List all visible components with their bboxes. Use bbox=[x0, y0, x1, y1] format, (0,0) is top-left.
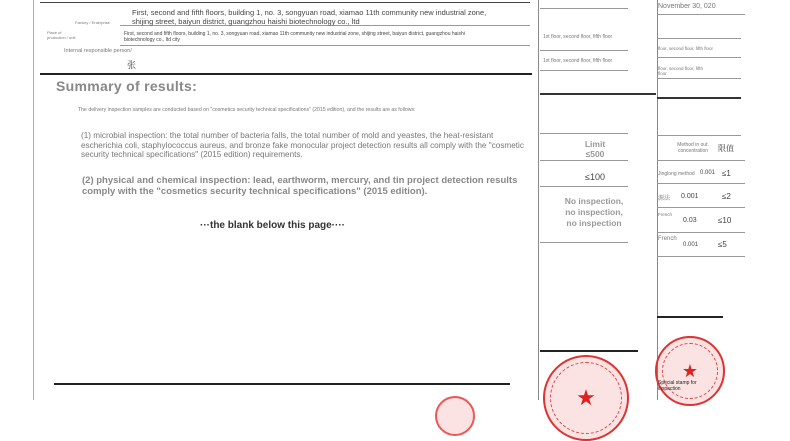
limit-row-line bbox=[540, 160, 628, 161]
limit-row-line bbox=[540, 70, 628, 71]
method-row-1-method: Jinglong method bbox=[658, 171, 695, 177]
method-row-2-limit: ≤2 bbox=[722, 192, 731, 201]
inspection-stamp-right bbox=[655, 336, 725, 406]
limit-value-1: ≤100 bbox=[585, 172, 605, 182]
internal-person-value: 张 bbox=[127, 60, 137, 70]
method-row-line bbox=[657, 78, 741, 79]
method-row-line bbox=[657, 14, 745, 15]
internal-person-label: Internal responsible person/ bbox=[64, 48, 132, 54]
limit-row-line bbox=[540, 50, 628, 51]
method-row-3-method: French bbox=[658, 212, 673, 217]
method-row-line bbox=[657, 316, 723, 318]
header-bottom-line bbox=[40, 73, 532, 75]
factory-label: Factory / Enterprise bbox=[75, 20, 110, 25]
limit-row-line bbox=[540, 242, 628, 243]
limit-row-line bbox=[540, 8, 628, 9]
limit-no-inspection-1: No inspection, bbox=[564, 196, 624, 206]
method-header: Method in out. concentration bbox=[677, 142, 709, 154]
place-label: Place of production / unit bbox=[47, 30, 76, 40]
method-row-1-limit: ≤1 bbox=[722, 169, 731, 178]
summary-physical-paragraph: (2) physical and chemical inspection: lead, earthworm, mercury, and tin project detection results comply with the "cosmetics security technical specifications" (2015 edition). bbox=[82, 175, 518, 197]
stamp-caption: Special stamp for inspection bbox=[658, 380, 697, 392]
method-row-3-concentration: 0.03 bbox=[683, 217, 697, 224]
limit-row-line bbox=[540, 133, 628, 134]
method-right-cell-1: floor, second floor, fifth floor bbox=[658, 46, 714, 51]
method-row-line bbox=[657, 256, 745, 257]
limit-mid-cell-2: 1st floor, second floor, fifth floor bbox=[543, 58, 613, 64]
limit-no-inspection-3: no inspection bbox=[566, 218, 622, 228]
method-header-limit: 限值 bbox=[718, 144, 734, 153]
report-date: November 30, 020 bbox=[658, 3, 716, 10]
header-divider-2 bbox=[120, 45, 530, 46]
star-icon: ★ bbox=[681, 361, 699, 381]
limit-no-inspection-2: no inspection, bbox=[565, 207, 623, 217]
summary-intro: The delivery inspection samples are conducted based on "cosmetics security technical specifications" (2015 edition), and the results are as follows: bbox=[78, 107, 416, 113]
inspection-stamp-bottom bbox=[435, 396, 475, 436]
method-row-2-method: 源法 bbox=[658, 196, 671, 202]
method-row-line bbox=[657, 207, 745, 208]
inspection-stamp-left bbox=[543, 355, 629, 441]
method-row-line bbox=[657, 57, 741, 58]
limit-column-left-border bbox=[538, 0, 539, 400]
method-row-line bbox=[657, 160, 745, 161]
method-row-line bbox=[657, 97, 741, 99]
method-row-line bbox=[657, 232, 745, 233]
factory-address: First, second and fifth floors, building 1, no. 3, songyuan road, xiamao 11th community new industrial zone, shijing street, baiyun district, guangzhou haishi biotechnology co., ltd bbox=[132, 8, 487, 26]
method-row-4-concentration: 0.001 bbox=[683, 242, 699, 248]
limit-header: Limit ≤500 bbox=[584, 139, 606, 159]
method-right-cell-2: floor, second floor, fifth floor bbox=[658, 66, 704, 76]
method-row-2-concentration: 0.001 bbox=[681, 193, 699, 200]
method-row-1-concentration: 0.001 bbox=[700, 170, 716, 176]
left-page-border bbox=[33, 0, 34, 400]
limit-row-line bbox=[540, 186, 628, 187]
method-row-4-limit: ≤5 bbox=[718, 240, 727, 249]
method-row-line bbox=[657, 38, 741, 39]
method-row-line bbox=[657, 135, 741, 136]
summary-microbial-paragraph: (1) microbial inspection: the total number of bacteria falls, the total number of mold and yeastes, the heat-resistant escherichia coli, staphylococcus aureus, and bronze fake monocular project detection results all comply with the "cosmetic security technical specifications" (2015 edition) requirements. bbox=[81, 131, 524, 159]
method-row-4-method: French bbox=[658, 236, 677, 242]
top-border-line bbox=[40, 2, 530, 3]
method-row-line bbox=[657, 183, 745, 184]
limit-row-line bbox=[540, 93, 656, 95]
method-row-3-limit: ≤10 bbox=[718, 216, 732, 225]
blank-below-note: ···the blank below this page···· bbox=[200, 220, 345, 231]
place-address: First, second and fifth floors, building 1, no. 3, songyuan road, xiamao 11th community new industrial zone, shijing street, baiyun district, guangzhou haishi biotechnology co., ltd city bbox=[124, 31, 465, 43]
summary-title: Summary of results: bbox=[56, 78, 198, 94]
limit-mid-cell-1: 1st floor, second floor, fifth floor bbox=[543, 34, 613, 40]
signature-line bbox=[54, 383, 510, 385]
star-icon: ★ bbox=[576, 385, 596, 410]
limit-row-line bbox=[540, 350, 638, 352]
